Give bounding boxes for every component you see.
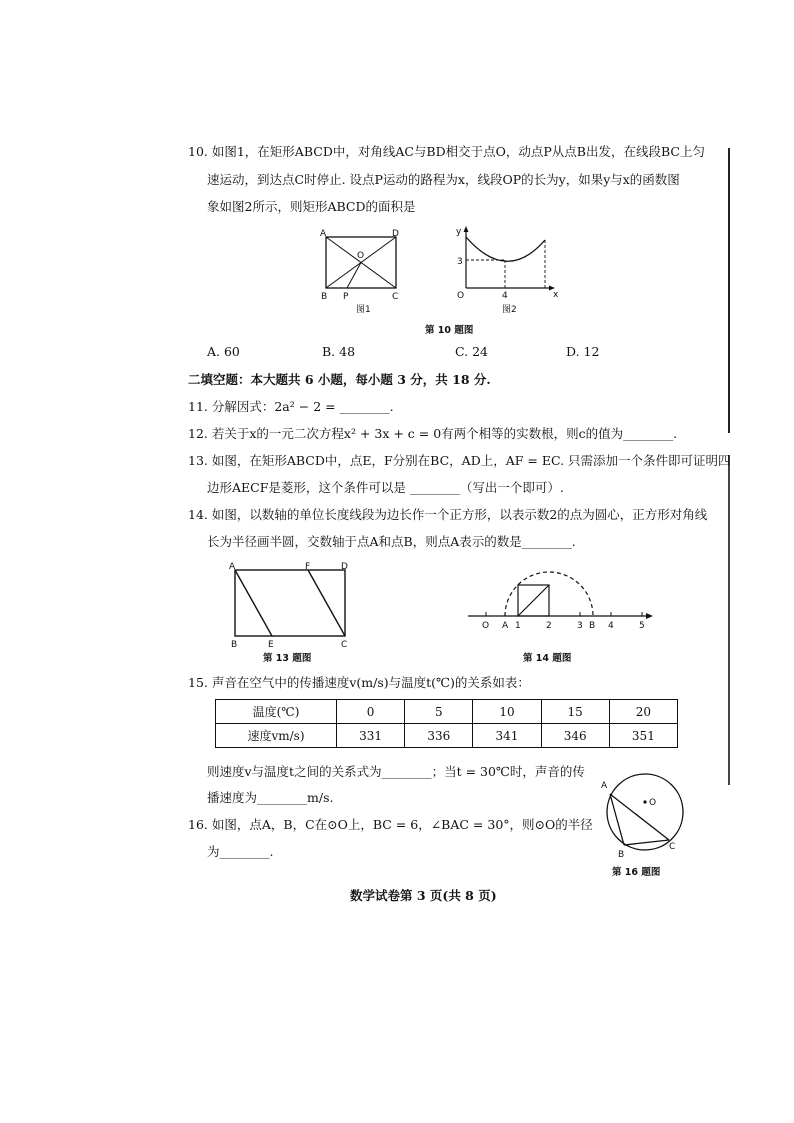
fig16-label-b: B (618, 850, 625, 860)
q14-line-1: 14. 如图，以数轴的单位长度线段为边长作一个正方形，以表示数2的点为圆心，正方形对角线 (188, 507, 708, 522)
q16-line-2: 为________. (207, 844, 274, 859)
table-cell: 351 (609, 724, 677, 748)
table-cell: 336 (405, 724, 473, 748)
fig13-label-a: A (229, 562, 236, 572)
table-cell: 20 (609, 700, 677, 724)
q16-figure-caption: 第 16 题图 (612, 867, 661, 878)
section-2-title: 二填空题：本大题共 6 小题，每小题 3 分，共 18 分. (188, 372, 491, 387)
q10-option-b: B. 48 (322, 344, 356, 359)
q14-figure-caption: 第 14 题图 (523, 653, 572, 664)
fig13-label-e: E (268, 640, 274, 650)
table-cell: 341 (473, 724, 541, 748)
table-row (216, 724, 678, 748)
fig1-label-a: A (320, 229, 327, 239)
table-row (216, 700, 678, 724)
fig16-label-c: C (669, 842, 676, 852)
q10-figure-caption: 第 10 题图 (425, 325, 474, 336)
q10-option-a: A. 60 (207, 344, 240, 359)
fig2-label-4: 4 (502, 291, 508, 301)
q15-line-2: 则速度v与温度t之间的关系式为________；当t = 30℃时，声音的传 (207, 764, 585, 779)
fig14-label-1: 1 (515, 621, 521, 631)
table-cell: 331 (337, 724, 405, 748)
table-cell: 15 (541, 700, 609, 724)
fig16-label-a: A (601, 781, 608, 791)
fig1-label-b: B (321, 292, 328, 302)
fig14-label-b: B (589, 621, 596, 631)
q15-text: 15. 声音在空气中的传播速度v(m/s)与温度t(℃)的关系如表： (188, 675, 530, 690)
fig1-label-d: D (392, 229, 399, 239)
q10-figure-2 (452, 224, 567, 319)
fig13-label-b: B (231, 640, 238, 650)
fig13-label-c: C (341, 640, 348, 650)
q10-line-3: 象如图2所示，则矩形ABCD的面积是 (207, 199, 416, 214)
table-header-speed: 速度vm/s) (216, 724, 337, 748)
q16-figure (596, 768, 696, 858)
q10-option-c: C. 24 (455, 344, 488, 359)
q13-line-2: 边形AECF是菱形，这个条件可以是 ________（写出一个即可）. (207, 480, 564, 495)
q14-figure (460, 568, 660, 633)
page-footer: 数学试卷第 3 页(共 8 页) (350, 888, 497, 903)
q15-line-3: 播速度为________m/s. (207, 790, 334, 805)
q13-figure-caption: 第 13 题图 (263, 653, 312, 664)
q10-figure-1 (318, 228, 408, 318)
table-cell: 5 (405, 700, 473, 724)
q13-line-1: 13. 如图，在矩形ABCD中，点E，F分别在BC，AD上，AF = EC. 只需添加一个条件即可证明四 (188, 453, 731, 468)
q10-line-1: 10. 如图1，在矩形ABCD中，对角线AC与BD相交于点O，动点P从点B出发，在线段BC上匀 (188, 144, 705, 159)
fig14-label-2: 2 (546, 621, 552, 631)
table-cell: 10 (473, 700, 541, 724)
scan-edge-line (728, 148, 730, 433)
fig1-label-c: C (392, 292, 399, 302)
fig1-label-o: O (357, 251, 365, 261)
fig14-label-4: 4 (608, 621, 614, 631)
q14-line-2: 长为半径画半圆，交数轴于点A和点B，则点A表示的数是________. (207, 534, 576, 549)
fig2-label-y: y (456, 227, 462, 237)
fig14-label-5: 5 (639, 621, 645, 631)
q10-option-d: D. 12 (566, 344, 600, 359)
table-header-temperature: 温度(℃) (216, 700, 337, 724)
fig16-label-o: O (649, 798, 657, 808)
fig13-label-d: D (341, 562, 348, 572)
fig2-label-3: 3 (457, 257, 463, 267)
table-cell: 346 (541, 724, 609, 748)
q13-figure (225, 559, 360, 649)
fig13-label-f: F (305, 562, 311, 572)
fig1-caption: 图1 (356, 305, 371, 315)
scan-edge-line-lower (728, 455, 730, 785)
fig2-label-o: O (457, 291, 465, 301)
fig2-label-x: x (553, 290, 559, 300)
q11-text: 11. 分解因式：2a² − 2 = ________. (188, 399, 394, 414)
fig2-caption: 图2 (502, 305, 517, 315)
q15-table (215, 699, 678, 748)
q12-text: 12. 若关于x的一元二次方程x² + 3x + c = 0有两个相等的实数根，则c的值为________. (188, 426, 678, 441)
fig1-label-p: P (343, 292, 349, 302)
table-cell: 0 (337, 700, 405, 724)
fig14-label-o: O (482, 621, 490, 631)
q10-line-2: 速运动，到达点C时停止. 设点P运动的路程为x，线段OP的长为y，如果y与x的函数图 (207, 172, 680, 187)
fig14-label-3: 3 (577, 621, 583, 631)
q16-line-1: 16. 如图，点A，B，C在⊙O上，BC = 6，∠BAC = 30°，则⊙O的半径 (188, 817, 593, 832)
fig14-label-a: A (502, 621, 509, 631)
